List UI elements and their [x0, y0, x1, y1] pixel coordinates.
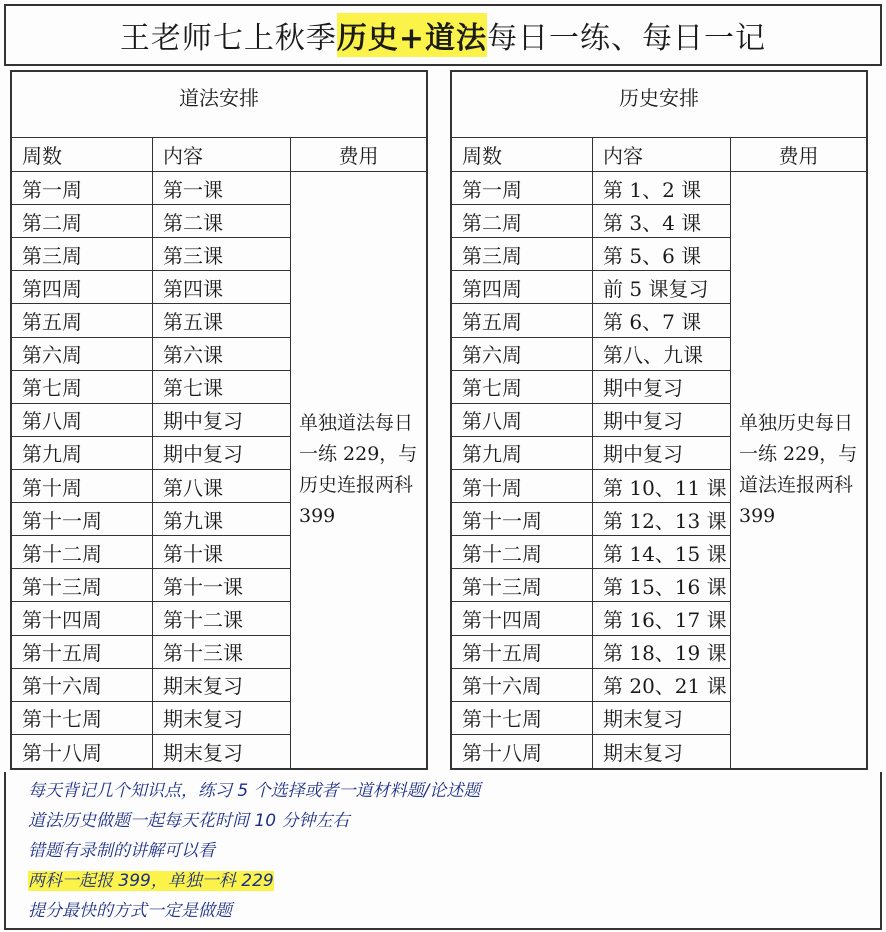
table-row	[12, 271, 290, 304]
week-cell: 第十二周	[22, 541, 102, 566]
content-cell: 期末复习	[592, 702, 730, 734]
week-cell: 第十六周	[22, 674, 102, 699]
table-row	[12, 503, 290, 536]
content-cell: 期末复习	[152, 735, 290, 768]
header-fee: 费用	[730, 138, 866, 171]
week-cell: 第五周	[22, 309, 82, 334]
week-cell: 第九周	[462, 442, 522, 467]
content-cell: 第一课	[152, 172, 290, 204]
note-line	[28, 776, 880, 806]
notes-section	[4, 772, 882, 930]
table-row	[452, 536, 730, 569]
content-cell: 期中复习	[592, 371, 730, 403]
week-cell: 第二周	[22, 210, 82, 235]
table-body	[12, 172, 426, 768]
content-cell: 第十课	[152, 536, 290, 568]
table-row	[12, 437, 290, 470]
table-row	[452, 636, 730, 669]
week-cell: 第十三周	[462, 574, 542, 599]
header-week: 周数	[22, 144, 62, 168]
content-cell: 第 6、7 课	[592, 304, 730, 336]
header-content: 内容	[152, 138, 290, 171]
week-cell: 第八周	[462, 409, 522, 434]
history-schedule-table	[450, 70, 868, 770]
note-text: 错题有录制的讲解可以看	[28, 841, 215, 861]
table-row	[12, 735, 290, 768]
content-cell: 期末复习	[152, 669, 290, 701]
table-header-row	[12, 138, 426, 172]
table-row	[12, 205, 290, 238]
table-row	[452, 569, 730, 602]
content-cell: 第 20、21 课	[592, 669, 730, 701]
content-cell: 第十二课	[152, 602, 290, 634]
week-cell: 第五周	[462, 309, 522, 334]
content-cell: 期中复习	[592, 437, 730, 469]
week-cell: 第十八周	[462, 740, 542, 765]
table-row	[452, 205, 730, 238]
table-title: 道法安排	[12, 72, 426, 138]
table-header-row	[452, 138, 866, 172]
table-row	[452, 238, 730, 271]
week-cell: 第十八周	[22, 740, 102, 765]
table-body	[452, 172, 866, 768]
week-cell: 第十三周	[22, 574, 102, 599]
fee-cell: 单独历史每日一练 229，与道法连报两科 399	[730, 172, 866, 768]
daofa-schedule-table	[10, 70, 428, 770]
table-row	[12, 172, 290, 205]
table-row	[452, 503, 730, 536]
table-row	[12, 569, 290, 602]
week-cell: 第三周	[462, 243, 522, 268]
content-cell: 期末复习	[152, 702, 290, 734]
week-cell: 第十一周	[22, 508, 102, 533]
content-cell: 期中复习	[152, 437, 290, 469]
week-cell: 第二周	[462, 210, 522, 235]
table-row	[452, 172, 730, 205]
note-line	[28, 866, 880, 896]
week-cell: 第十五周	[22, 641, 102, 666]
week-cell: 第四周	[462, 276, 522, 301]
table-row	[452, 437, 730, 470]
table-row	[452, 304, 730, 337]
week-cell: 第十一周	[462, 508, 542, 533]
week-cell: 第十七周	[22, 707, 102, 732]
week-cell: 第八周	[22, 409, 82, 434]
content-cell: 第六课	[152, 338, 290, 370]
content-cell: 期中复习	[592, 404, 730, 436]
table-title: 历史安排	[452, 72, 866, 138]
table-row	[12, 702, 290, 735]
content-cell: 第 1、2 课	[592, 172, 730, 204]
table-row	[452, 371, 730, 404]
table-row	[452, 271, 730, 304]
content-cell: 第 12、13 课	[592, 503, 730, 535]
week-cell: 第十周	[22, 475, 82, 500]
content-cell: 第八课	[152, 470, 290, 502]
table-row	[12, 669, 290, 702]
table-row	[452, 338, 730, 371]
note-text: 道法历史做题一起每天花时间 10 分钟左右	[28, 811, 350, 831]
content-cell: 前 5 课复习	[592, 271, 730, 303]
week-cell: 第四周	[22, 276, 82, 301]
week-cell: 第一周	[22, 177, 82, 202]
note-text: 每天背记几个知识点，练习 5 个选择或者一道材料题/论述题	[28, 781, 481, 801]
table-row	[452, 702, 730, 735]
week-cell: 第六周	[22, 343, 82, 368]
content-cell: 第 10、11 课	[592, 470, 730, 502]
week-cell: 第十四周	[462, 607, 542, 632]
table-row	[12, 470, 290, 503]
table-row	[452, 669, 730, 702]
week-cell: 第十四周	[22, 607, 102, 632]
content-cell: 期中复习	[152, 404, 290, 436]
week-cell: 第十七周	[462, 707, 542, 732]
week-cell: 第十周	[462, 475, 522, 500]
note-text: 提分最快的方式一定是做题	[28, 901, 232, 921]
table-row	[12, 304, 290, 337]
table-row	[452, 470, 730, 503]
table-row	[12, 636, 290, 669]
title-highlight: 历史+道法	[337, 13, 487, 57]
content-cell: 第五课	[152, 304, 290, 336]
page-title	[4, 4, 882, 66]
content-cell: 期末复习	[592, 735, 730, 768]
week-cell: 第十六周	[462, 674, 542, 699]
content-cell: 第十一课	[152, 569, 290, 601]
content-cell: 第 3、4 课	[592, 205, 730, 237]
fee-cell: 单独道法每日一练 229，与历史连报两科 399	[290, 172, 426, 768]
content-cell: 第三课	[152, 238, 290, 270]
content-cell: 第四课	[152, 271, 290, 303]
week-cell: 第七周	[22, 376, 82, 401]
table-row	[452, 602, 730, 635]
table-row	[12, 536, 290, 569]
content-cell: 第 15、16 课	[592, 569, 730, 601]
week-cell: 第十五周	[462, 641, 542, 666]
content-cell: 第九课	[152, 503, 290, 535]
content-cell: 第十三课	[152, 636, 290, 668]
header-content: 内容	[592, 138, 730, 171]
table-row	[12, 338, 290, 371]
table-row	[12, 371, 290, 404]
week-cell: 第七周	[462, 376, 522, 401]
content-cell: 第 18、19 课	[592, 636, 730, 668]
header-week: 周数	[462, 144, 502, 168]
week-cell: 第三周	[22, 243, 82, 268]
week-cell: 第六周	[462, 343, 522, 368]
title-prefix: 王老师七上秋季	[119, 21, 337, 56]
table-row	[12, 404, 290, 437]
content-cell: 第 5、6 课	[592, 238, 730, 270]
note-line	[28, 836, 880, 866]
content-cell: 第七课	[152, 371, 290, 403]
table-row	[12, 602, 290, 635]
week-cell: 第一周	[462, 177, 522, 202]
content-cell: 第八、九课	[592, 338, 730, 370]
table-row	[452, 404, 730, 437]
week-cell: 第十二周	[462, 541, 542, 566]
note-line	[28, 896, 880, 926]
content-cell: 第 16、17 课	[592, 602, 730, 634]
table-row	[452, 735, 730, 768]
header-fee: 费用	[290, 138, 426, 171]
title-suffix: 每日一练、每日一记	[487, 21, 767, 56]
content-cell: 第 14、15 课	[592, 536, 730, 568]
note-text: 两科一起报 399，单独一科 229	[28, 871, 274, 891]
table-row	[12, 238, 290, 271]
week-cell: 第九周	[22, 442, 82, 467]
content-cell: 第二课	[152, 205, 290, 237]
note-line	[28, 806, 880, 836]
